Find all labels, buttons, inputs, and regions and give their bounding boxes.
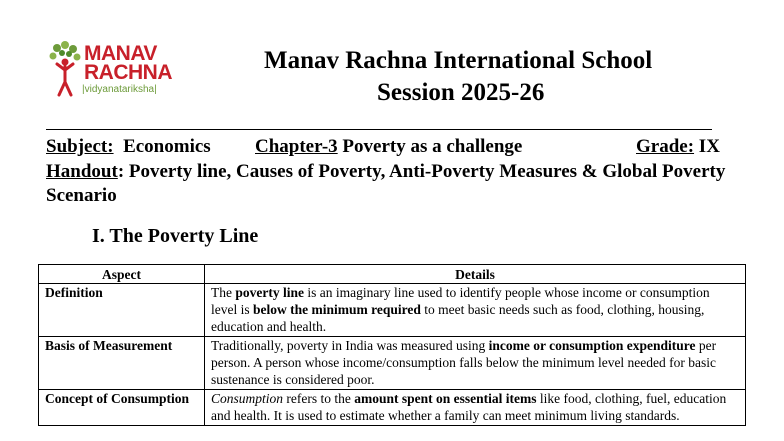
details-text: refers to the [283,391,355,406]
grade-value: IX [698,136,720,157]
details-text: per person. A person whose income/consumption falls below the minimum level needed for basic sustenance is considered poor. [211,338,717,387]
details-cell [205,284,746,337]
table-row [39,337,746,390]
grade-label: Grade: [636,136,695,157]
session-title: Session 2025-26 [377,79,545,106]
school-logo [48,40,173,100]
details-text: The [211,285,236,300]
details-cell [205,390,746,426]
details-text: like food, clothing, fuel, education and health. It is used to estimate whether a family can meet minimum living standards. [211,391,727,423]
details-text: Consumption [211,391,284,406]
handout-value: : Poverty line, Causes of Poverty, Anti-Poverty Measures & Global Poverty Scenario [46,161,726,206]
details-text: amount spent on essential items [354,391,537,406]
handout-label: Handout [46,161,118,182]
tree-figure-icon [48,40,82,98]
column-header-aspect: Aspect [39,265,205,284]
aspect-cell: Definition [39,284,205,337]
chapter-value: Poverty as a challenge [342,136,523,157]
details-text: income or consumption expenditure [488,338,696,353]
details-text: to meet basic needs such as food, clothing, housing, education and health. [211,302,705,334]
details-text: poverty line [235,285,304,300]
subject-field [46,136,211,158]
grade-field [636,136,720,158]
details-text: Traditionally, poverty in India was measured using [211,338,489,353]
section-heading: I. The Poverty Line [92,225,259,247]
details-text: is an imaginary line used to identify people whose income or consumption level is [211,285,710,317]
header-divider [46,129,712,130]
poverty-line-table [38,264,746,426]
table-row [39,390,746,426]
table-header-row [39,265,746,284]
logo-wordmark: MANAV RACHNA [84,42,172,84]
subject-label: Subject: [46,136,114,157]
logo-tagline: |vidyanatariksha| [82,84,157,95]
aspect-cell: Concept of Consumption [39,390,205,426]
subject-value: Economics [123,136,211,157]
aspect-cell: Basis of Measurement [39,337,205,390]
table-row [39,284,746,337]
column-header-details: Details [205,265,746,284]
school-name: Manav Rachna International School [264,47,653,74]
handout-field [46,160,736,208]
details-text: below the minimum required [253,302,421,317]
chapter-label: Chapter-3 [255,136,338,157]
details-cell [205,337,746,390]
chapter-field [255,136,522,158]
